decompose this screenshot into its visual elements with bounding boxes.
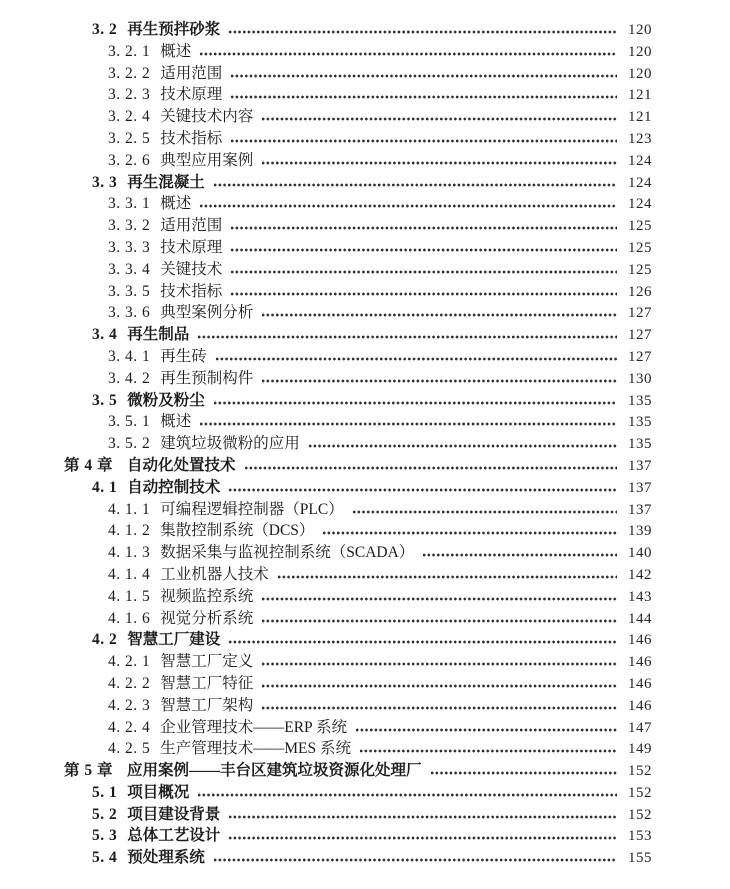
toc-entry-number: 3. 2. 5 — [108, 129, 151, 147]
toc-entry-number: 4. 1. 5 — [108, 587, 151, 605]
toc-entry — [0, 19, 730, 41]
dot-leader — [228, 629, 617, 651]
page-number: 124 — [628, 174, 652, 191]
dot-leader — [261, 302, 617, 324]
toc-entry-number: 3. 3. 1 — [108, 195, 151, 213]
dot-leader — [213, 847, 617, 869]
toc-entry-title: 适用范围 — [160, 64, 223, 82]
toc-entry-number: 4. 2 — [92, 631, 118, 649]
dot-leader — [261, 106, 617, 128]
toc-entry-number: 3. 4. 2 — [108, 369, 151, 387]
toc-entry — [0, 411, 730, 433]
page-number: 120 — [628, 43, 652, 60]
dot-leader — [230, 281, 617, 303]
toc-entry-title: 智慧工厂架构 — [160, 696, 254, 714]
toc-entry-number: 第 4 章 — [64, 456, 114, 474]
toc-entry — [0, 847, 730, 869]
toc-entry — [0, 760, 730, 782]
toc-entry-title: 企业管理技术——ERP 系统 — [160, 718, 347, 736]
toc-entry — [0, 368, 730, 390]
dot-leader — [197, 782, 617, 804]
toc-entry — [0, 586, 730, 608]
toc-entry — [0, 651, 730, 673]
dot-leader — [261, 368, 617, 390]
toc-entry-number: 4. 1. 6 — [108, 609, 151, 627]
dot-leader — [230, 84, 617, 106]
page-number: 127 — [628, 348, 652, 365]
dot-leader — [430, 760, 617, 782]
toc-entry-title: 典型案例分析 — [160, 304, 254, 322]
toc-entry — [0, 172, 730, 194]
toc-entry-title: 技术原理 — [160, 238, 223, 256]
toc-entry-title: 智慧工厂建设 — [127, 631, 221, 649]
page-number: 137 — [628, 501, 652, 518]
dot-leader — [261, 608, 617, 630]
toc-entry-number: 3. 2. 4 — [108, 108, 151, 126]
toc-entry — [0, 455, 730, 477]
toc-entry-title: 再生预拌砂浆 — [127, 21, 221, 38]
toc-entry-number: 3. 3 — [92, 173, 118, 191]
page-number: 123 — [628, 130, 652, 147]
page-number: 125 — [628, 261, 652, 278]
toc-entry-title: 技术指标 — [160, 282, 223, 300]
dot-leader — [228, 477, 617, 499]
toc-entry-title: 智慧工厂特征 — [160, 674, 254, 692]
page-number: 143 — [628, 588, 652, 605]
dot-leader — [228, 804, 617, 826]
toc-entry-number: 3. 3. 3 — [108, 238, 151, 256]
toc-entry-title: 预处理系统 — [127, 849, 205, 867]
toc-entry-number: 5. 4 — [92, 849, 118, 867]
toc-entry-number: 4. 1. 1 — [108, 500, 151, 518]
toc-entry-number: 3. 3. 6 — [108, 304, 151, 322]
dot-leader — [359, 738, 617, 760]
page-number: 125 — [628, 218, 652, 235]
toc-entry — [0, 564, 730, 586]
toc-entry-title: 视觉分析系统 — [160, 609, 254, 627]
toc-entry — [0, 390, 730, 412]
toc-entry — [0, 825, 730, 847]
toc-entry — [0, 477, 730, 499]
page-number: 120 — [628, 22, 652, 38]
toc-entry — [0, 717, 730, 739]
toc-entry-number: 4. 1 — [92, 478, 118, 496]
page-number: 155 — [628, 850, 652, 867]
toc-entry — [0, 215, 730, 237]
toc-entry — [0, 673, 730, 695]
toc-entry-number: 3. 3. 4 — [108, 260, 151, 278]
dot-leader — [230, 63, 617, 85]
dot-leader — [230, 215, 617, 237]
toc-entry-title: 概述 — [160, 42, 192, 60]
dot-leader — [261, 150, 617, 172]
toc-entry-title: 自动控制技术 — [127, 478, 221, 496]
page-number: 135 — [628, 392, 652, 409]
toc-entry-number: 5. 1 — [92, 783, 118, 801]
dot-leader — [213, 390, 617, 412]
dot-leader — [230, 259, 617, 281]
page-number: 140 — [628, 545, 652, 562]
toc-entry-title: 概述 — [160, 195, 192, 213]
toc-entry-number: 3. 3. 2 — [108, 217, 151, 235]
toc-entry — [0, 520, 730, 542]
page-number: 152 — [628, 763, 652, 780]
dot-leader — [261, 673, 617, 695]
page-number: 124 — [628, 152, 652, 169]
page-number: 144 — [628, 610, 652, 627]
page-number: 139 — [628, 523, 652, 540]
toc-entry — [0, 608, 730, 630]
dot-leader — [215, 346, 617, 368]
toc-entry-title: 总体工艺设计 — [127, 827, 221, 845]
page-number: 127 — [628, 305, 652, 322]
toc-entry-title: 智慧工厂定义 — [160, 653, 254, 671]
page-number: 146 — [628, 675, 652, 692]
toc-entry-number: 4. 1. 4 — [108, 565, 151, 583]
page-number: 135 — [628, 436, 652, 453]
dot-leader — [322, 520, 617, 542]
toc-entry-title: 技术原理 — [160, 86, 223, 104]
toc-entry — [0, 193, 730, 215]
page-number: 137 — [628, 479, 652, 496]
dot-leader — [230, 237, 617, 259]
page-number: 135 — [628, 414, 652, 431]
toc-entry — [0, 63, 730, 85]
toc-entry — [0, 782, 730, 804]
toc-entry-number: 3. 2. 2 — [108, 64, 151, 82]
dot-leader — [230, 128, 617, 150]
toc-entry — [0, 629, 730, 651]
dot-leader — [244, 455, 617, 477]
toc-entry-title: 技术指标 — [160, 129, 223, 147]
toc-entry-number: 4. 2. 3 — [108, 696, 151, 714]
page-number: 120 — [628, 65, 652, 82]
toc-entry-title: 视频监控系统 — [160, 587, 254, 605]
dot-leader — [352, 499, 617, 521]
page-number: 142 — [628, 566, 652, 583]
toc-entry-title: 项目建设背景 — [127, 805, 221, 823]
dot-leader — [261, 651, 617, 673]
page-number: 147 — [628, 719, 652, 736]
page-number: 152 — [628, 806, 652, 823]
toc-entry-number: 4. 1. 3 — [108, 544, 151, 562]
toc-entry — [0, 128, 730, 150]
toc-entry-title: 典型应用案例 — [160, 151, 254, 169]
dot-leader — [308, 433, 617, 455]
toc-entry-title: 关键技术 — [160, 260, 223, 278]
dot-leader — [199, 41, 617, 63]
dot-leader — [355, 717, 617, 739]
toc-list — [0, 19, 730, 869]
toc-entry-number: 4. 2. 4 — [108, 718, 151, 736]
toc-entry-title: 适用范围 — [160, 217, 223, 235]
toc-entry-title: 再生预制构件 — [160, 369, 254, 387]
toc-entry — [0, 259, 730, 281]
page-number: 149 — [628, 741, 652, 758]
toc-entry-title: 微粉及粉尘 — [127, 391, 205, 409]
dot-leader — [261, 695, 617, 717]
page-number: 124 — [628, 196, 652, 213]
page-number: 130 — [628, 370, 652, 387]
dot-leader — [228, 825, 617, 847]
toc-entry — [0, 433, 730, 455]
toc-entry-number: 3. 2. 6 — [108, 151, 151, 169]
toc-entry-title: 关键技术内容 — [160, 108, 254, 126]
toc-entry-title: 再生混凝土 — [127, 173, 205, 191]
page-number: 127 — [628, 327, 652, 344]
toc-entry-title: 再生砖 — [160, 347, 207, 365]
page-number: 146 — [628, 654, 652, 671]
toc-entry-number: 第 5 章 — [64, 762, 114, 780]
toc-entry-number: 5. 3 — [92, 827, 118, 845]
toc-entry-title: 项目概况 — [127, 783, 190, 801]
toc-entry — [0, 302, 730, 324]
dot-leader — [261, 586, 617, 608]
page-number: 153 — [628, 828, 652, 845]
toc-entry-title: 建筑垃圾微粉的应用 — [160, 435, 300, 453]
toc-entry — [0, 106, 730, 128]
toc-entry — [0, 281, 730, 303]
toc-entry-number: 3. 2. 1 — [108, 42, 151, 60]
toc-entry-number: 3. 5. 2 — [108, 435, 151, 453]
toc-entry-title: 可编程逻辑控制器（PLC） — [160, 500, 344, 518]
page-number: 146 — [628, 632, 652, 649]
toc-entry — [0, 324, 730, 346]
toc-entry — [0, 346, 730, 368]
toc-entry-number: 3. 2 — [92, 21, 118, 38]
dot-leader — [199, 411, 617, 433]
toc-entry-number: 4. 2. 5 — [108, 740, 151, 758]
toc-entry-title: 生产管理技术——MES 系统 — [160, 740, 351, 758]
toc-entry — [0, 804, 730, 826]
dot-leader — [277, 564, 617, 586]
toc-entry-number: 4. 1. 2 — [108, 522, 151, 540]
dot-leader — [228, 19, 617, 41]
toc-entry-number: 4. 2. 2 — [108, 674, 151, 692]
toc-entry-number: 3. 5 — [92, 391, 118, 409]
toc-entry-number: 3. 2. 3 — [108, 86, 151, 104]
toc-entry — [0, 738, 730, 760]
page-number: 125 — [628, 239, 652, 256]
toc-entry-title: 工业机器人技术 — [160, 565, 269, 583]
toc-entry-number: 3. 4. 1 — [108, 347, 151, 365]
toc-entry — [0, 84, 730, 106]
toc-entry-number: 3. 5. 1 — [108, 413, 151, 431]
toc-entry-number: 4. 2. 1 — [108, 653, 151, 671]
toc-entry — [0, 41, 730, 63]
toc-entry — [0, 150, 730, 172]
page-number: 152 — [628, 784, 652, 801]
toc-entry-title: 应用案例——丰台区建筑垃圾资源化处理厂 — [127, 762, 422, 780]
toc-entry — [0, 237, 730, 259]
page-number: 146 — [628, 697, 652, 714]
toc-entry — [0, 695, 730, 717]
dot-leader — [199, 193, 617, 215]
toc-entry-number: 3. 4 — [92, 326, 118, 344]
toc-entry-title: 概述 — [160, 413, 192, 431]
toc-entry-title: 集散控制系统（DCS） — [160, 522, 315, 540]
page-number: 126 — [628, 283, 652, 300]
page-number: 137 — [628, 457, 652, 474]
page-number: 121 — [628, 87, 652, 104]
dot-leader — [422, 542, 617, 564]
toc-entry-title: 数据采集与监视控制系统（SCADA） — [160, 544, 415, 562]
dot-leader — [197, 324, 617, 346]
toc-entry-title: 再生制品 — [127, 326, 190, 344]
dot-leader — [213, 172, 617, 194]
toc-entry — [0, 542, 730, 564]
toc-entry-number: 5. 2 — [92, 805, 118, 823]
toc-entry-number: 3. 3. 5 — [108, 282, 151, 300]
toc-entry-title: 自动化处置技术 — [127, 456, 236, 474]
page-number: 121 — [628, 109, 652, 126]
toc-entry — [0, 499, 730, 521]
